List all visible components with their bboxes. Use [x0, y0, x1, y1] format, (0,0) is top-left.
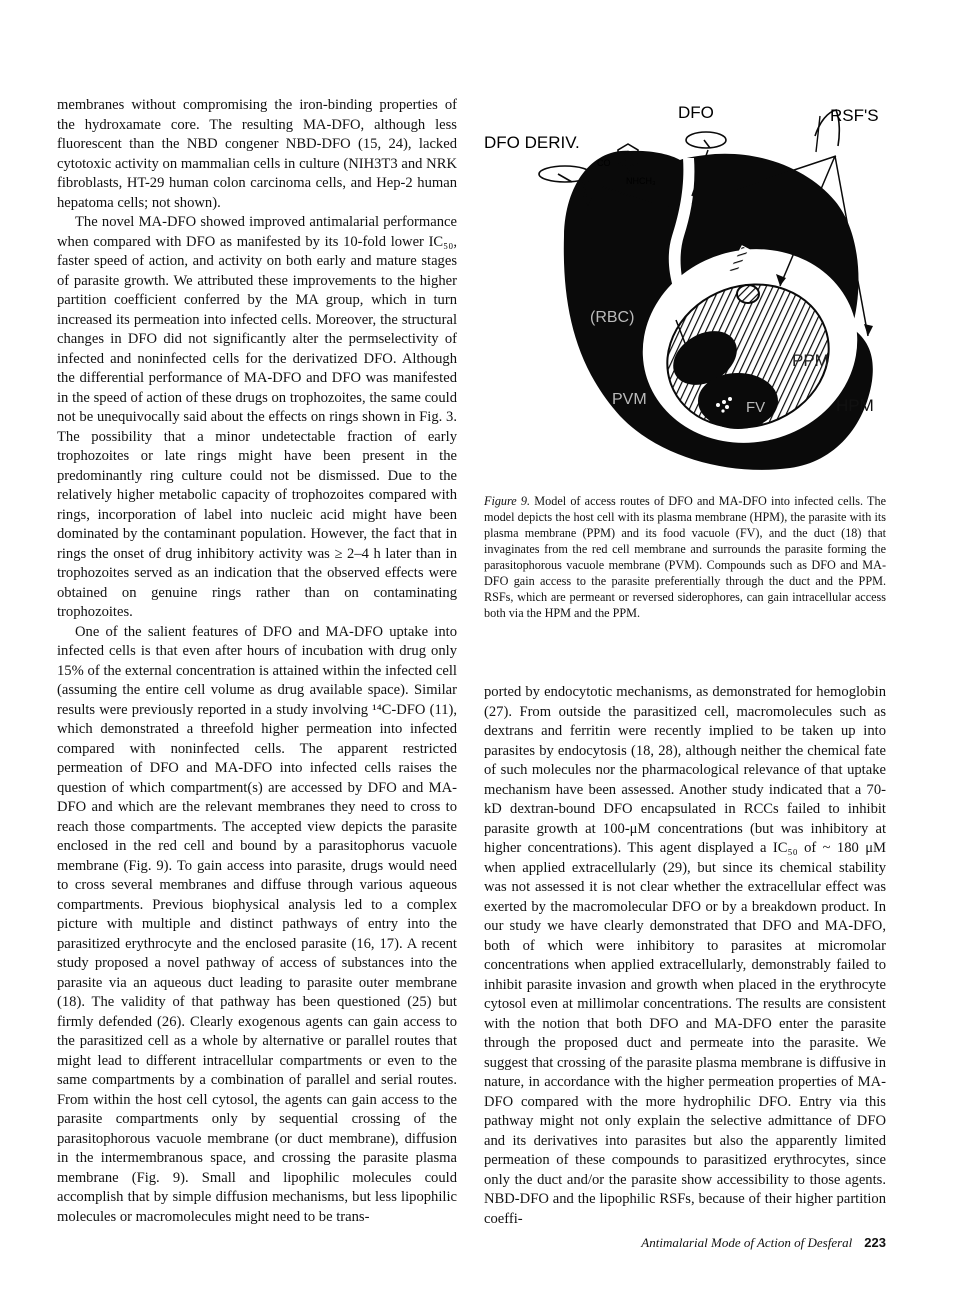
- hpm-label: HPM: [836, 396, 874, 415]
- page-number: 223: [864, 1235, 886, 1250]
- page-footer: [484, 1235, 886, 1251]
- co-label: CO: [597, 158, 611, 168]
- caption-text: Model of access routes of DFO and MA-DFO into infected cells. The model depicts the host cell with its plasma membrane (HPM), the parasite with its plasma membrane (PPM) and its food vacuole (FV), and the duct (18) that invaginates from the red cell membrane and surrounds the parasite forming the parasitophorous vacuole membrane (PVM). Compounds such as DFO and MA-DFO gain access to the parasite preferentially through the duct and the PPM. RSFs, which are permeant or reversed siderophores, can gain intracellular access both via the HPM and the PPM.: [484, 494, 887, 620]
- dfo-label: DFO: [678, 103, 714, 122]
- nhch3-label: NHCH₃: [626, 176, 656, 186]
- left-column: [57, 96, 457, 1227]
- fv-label: FV: [746, 399, 766, 416]
- pvm-label: PVM: [612, 391, 647, 408]
- paragraph: ported by endocytotic mechanisms, as demonstrated for hemoglobin (27). From outside the parasitized cell, macromolecules such as dextrans and ferritin were recently implied to be taken up into parasites by endocytosis (18, 28), although neither the chemical fate of such molecules nor the pharmacological relevance of that uptake mechanism have been assessed. Another study indicated that a 70-kD dextran-bound DFO encapsulated in RCCs failed to inhibit parasite growth at 100-μM concentrations (but was inhibitory at higher concentrations). This agent displayed a IC₅₀ of ~ 180 μM when applied extracellularly (29), but since its chemical stability was not assessed it is not clear whether the extracellular effect was exerted by the macromolecular DFO or by a breakdown product. In our study we have clearly demonstrated that DFO and MA-DFO, both of which were inhibitory to parasites at micromolar concentrations when applied extracellularly, demonstrably failed to inhibit parasite invasion and growth when placed in the erythrocyte cytosol even at millimolar concentrations. The results are consistent with the notion that both DFO and MA-DFO enter the parasite through the proposed duct and permeate into the parasite. We suggest that crossing of the parasite plasma membrane is diffusive in nature, in accordance with the higher permeation properties of MA-DFO compared with the more hydrophilic DFO. Entry via this pathway might not only explain the selective admittance of DFO and its derivatives into parasites but also the apparently limited permeation of these compounds to parasitized erythrocytes, since only the duct and/or the parasite show accessibility to those agents. NBD-DFO and the lipophilic RSFs, because of their higher partition coeffi-: [484, 684, 886, 1227]
- figure-9-diagram: [480, 96, 890, 491]
- right-column: [484, 683, 886, 1229]
- rbc-label: (RBC): [590, 309, 635, 326]
- paragraph: The novel MA-DFO showed improved antimalarial performance when compared with DFO as manifested by its 10-fold lower IC₅₀, faster speed of action, and activity on both early and mature stages of parasite growth. We attributed these improvements to the higher partition coefficient conferred by the MA group, which in turn increased its permeation into infected cells. Moreover, the structural changes in DFO did not significantly alter the permselectivity of infected and noninfected cells for the derivatized DFO. Although the differential performance of MA-DFO and DFO was manifested in the speed of action of these drugs on trophozoites, the same could not be unequivocally said about the effects on rings shown in Fig. 3. The possibility that a minor undetectable fraction of early trophozoites or late rings might have been present in the predominantly ring culture could not be dismissed. Due to the relatively higher metabolic capacity of trophozoites compared with rings, incorporation of label into nucleic acid might have been dominated by the contaminant population. However, the fact that in rings the onset of drug inhibitory activity was ≥ 2–4 h later than in trophozoites served as an indication that the observed effects were obtained on genuine rings rather than on contaminating trophozoites.: [57, 214, 457, 620]
- paragraph: One of the salient features of DFO and MA-DFO uptake into infected cells is that even after hours of incubation with drug only 15% of the external concentration is attained within the infected cell (assuming the entire cell volume as drug available space). Similar results were previously reported in a study involving ¹⁴C-DFO (11), which demonstrated a threefold higher permeation into infected compared with noninfected cells. The apparent restricted permeation of DFO and MA-DFO into infected cells raises the question of which compartment(s) are accessed by DFO and MA-DFO and which are the relevant membranes they need to cross to reach those compartments. The accepted view depicts the parasite enclosed in the red cell and bound by a parasitophorus vacuole membrane (Fig. 9). To gain access into parasite, drugs would need to cross several membranes and diffuse through various aqueous compartments. Previous biophysical analysis led to a complex picture with multiple and distinct pathways of entry into the parasitized erythrocyte and the enclosed parasite (16, 17). A recent study proposed a novel pathway of access of substances into the parasite via an aqueous duct leading to parasite outer membrane (18). The validity of that pathway has been questioned (25) but firmly defended (26). Clearly exogenous agents can gain access to the parasitized cell as a whole by alternative or parallel routes that might lead to different intracellular compartments or even to the same compartments by a combination of parallel and serial routes. From within the host cell cytosol, the agents can gain access to the parasite compartments only by sequential crossing of the parasitophorous vacuole membrane (or duct membrane), diffusion in the intermembranous space, and crossing the parasite plasma membrane (Fig. 9). Small and lipophilic molecules could accomplish that by simple diffusion mechanisms, but less lipophilic molecules or macromolecules might need to be trans-: [57, 623, 457, 1225]
- figure-caption: [484, 493, 886, 621]
- parasite-protrusion: [737, 285, 759, 303]
- ppm-label: PPM: [792, 351, 829, 370]
- caption-label: Figure 9.: [484, 494, 531, 508]
- cell-model-illustration: [480, 96, 890, 491]
- paragraph: membranes without compromising the iron-binding properties of the hydroxamate core. The resulting MA-DFO, although less fluorescent than the NBD congener NBD-DFO (15, 24), lacked cytotoxic activity on mammalian cells in culture (NIH3T3 and NRK fibroblasts, HT-29 human colon carcinoma cells, and Hep-2 human hepatoma cells; not shown).: [57, 97, 457, 211]
- running-title: Antimalarial Mode of Action of Desferal: [641, 1235, 853, 1250]
- dfo-deriv-label: DFO DERIV.: [484, 133, 580, 152]
- rsfs-label: RSF'S: [830, 106, 879, 125]
- food-vacuole: [698, 373, 778, 429]
- dfo-molecule: [686, 132, 726, 148]
